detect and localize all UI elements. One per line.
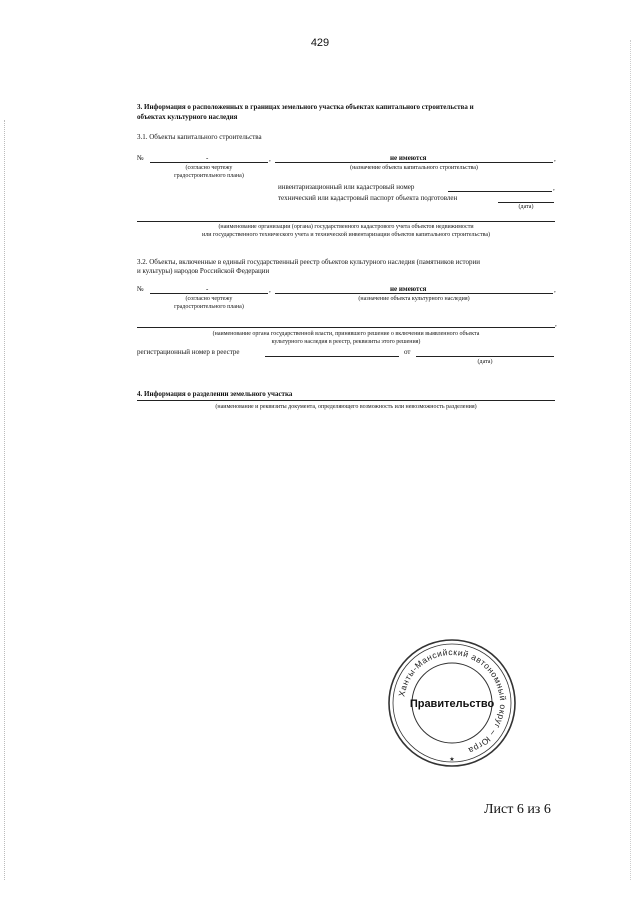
section4-line	[137, 400, 555, 401]
official-seal	[386, 637, 518, 769]
sub32-authority-line	[137, 327, 555, 328]
sub32-purpose-value: не имеются	[390, 285, 427, 293]
sub31-caption-org-2: или государственного технического учета и технической инвентаризации объектов капитального строительства)	[201, 232, 490, 238]
sub31-comma-1: ,	[269, 155, 271, 163]
sub31-purpose-value: не имеются	[390, 154, 427, 162]
seal-center-text: Правительство	[409, 698, 495, 710]
page-number: 429	[310, 37, 330, 49]
subsection32-title-1: 3.2. Объекты, включенные в единый государственный реестр объектов культурного наследия (памятников истории	[137, 258, 480, 266]
subsection32-title-2: и культуры) народов Российской Федерации	[137, 267, 270, 275]
sub31-caption-drawing-2: градостроительного плана)	[174, 173, 244, 179]
seal-star-icon: ★	[449, 756, 455, 763]
sub32-number-value: -	[206, 285, 209, 293]
sub32-date-line	[416, 356, 554, 357]
sub32-caption-date: (дата)	[477, 359, 493, 365]
section3-heading-line2: объектах культурного наследия	[137, 113, 238, 121]
section4-heading: 4. Информация о разделении земельного участка	[137, 390, 293, 398]
seal-graphic	[386, 637, 518, 769]
sub31-number-label: №	[137, 154, 144, 162]
sub32-caption-drawing-1: (согласно чертежу	[185, 296, 233, 302]
sub31-caption-drawing-1: (согласно чертежу	[185, 165, 233, 171]
scan-edge-left	[4, 120, 5, 880]
sub32-from-label: от	[404, 348, 411, 356]
sub32-caption-drawing-2: градостроительного плана)	[174, 304, 244, 310]
sub32-number-line	[150, 293, 268, 294]
sub31-org-line	[137, 221, 555, 222]
sub32-comma-1: ,	[269, 286, 271, 294]
sub31-passport-date-line	[498, 202, 554, 203]
sub32-caption-authority-1: (наименование органа государственной власти, принявшего решение о включении выявленного объекта	[212, 331, 480, 337]
sub32-comma-3: ,	[555, 320, 557, 328]
sub31-number-line	[150, 162, 268, 163]
sub31-inventory-label: инвентаризационный или кадастровый номер	[278, 183, 415, 191]
section3-heading-line1: 3. Информация о расположенных в границах земельного участка объектах капитального строительства и	[137, 103, 474, 111]
sub32-number-label: №	[137, 285, 144, 293]
sub32-reg-label: регистрационный номер в реестре	[137, 348, 240, 356]
sub31-passport-label: технический или кадастровый паспорт объекта подготовлен	[278, 194, 458, 202]
section4-caption: (наименование и реквизиты документа, определяющего возможность или невозможность разделения)	[215, 404, 477, 410]
scan-edge-right	[630, 40, 631, 880]
sheet-number: Лист 6 из 6	[484, 802, 551, 817]
sub32-caption-authority-2: культурного наследия в реестр, реквизиты этого решения)	[271, 339, 421, 345]
sub31-caption-purpose: (назначение объекта капитального строительства)	[350, 165, 478, 171]
sub32-reg-line	[265, 356, 399, 357]
sub31-number-value: -	[206, 154, 209, 162]
subsection31-title: 3.1. Объекты капитального строительства	[137, 133, 262, 141]
sub31-caption-org-1: (наименование организации (органа) государственного кадастрового учета объектов недвижимости	[218, 224, 474, 230]
sub31-comma-2: ,	[554, 155, 556, 163]
seal-outer-text: Ханты-Мансийский автономный округ – Югра	[396, 646, 509, 756]
sub32-caption-purpose: (назначение объекта культурного наследия)	[358, 296, 470, 302]
sub32-comma-2: ,	[554, 286, 556, 294]
sub31-comma-3: ,	[553, 184, 555, 192]
sub31-caption-date: (дата)	[518, 204, 534, 210]
sub31-inventory-line	[448, 191, 552, 192]
